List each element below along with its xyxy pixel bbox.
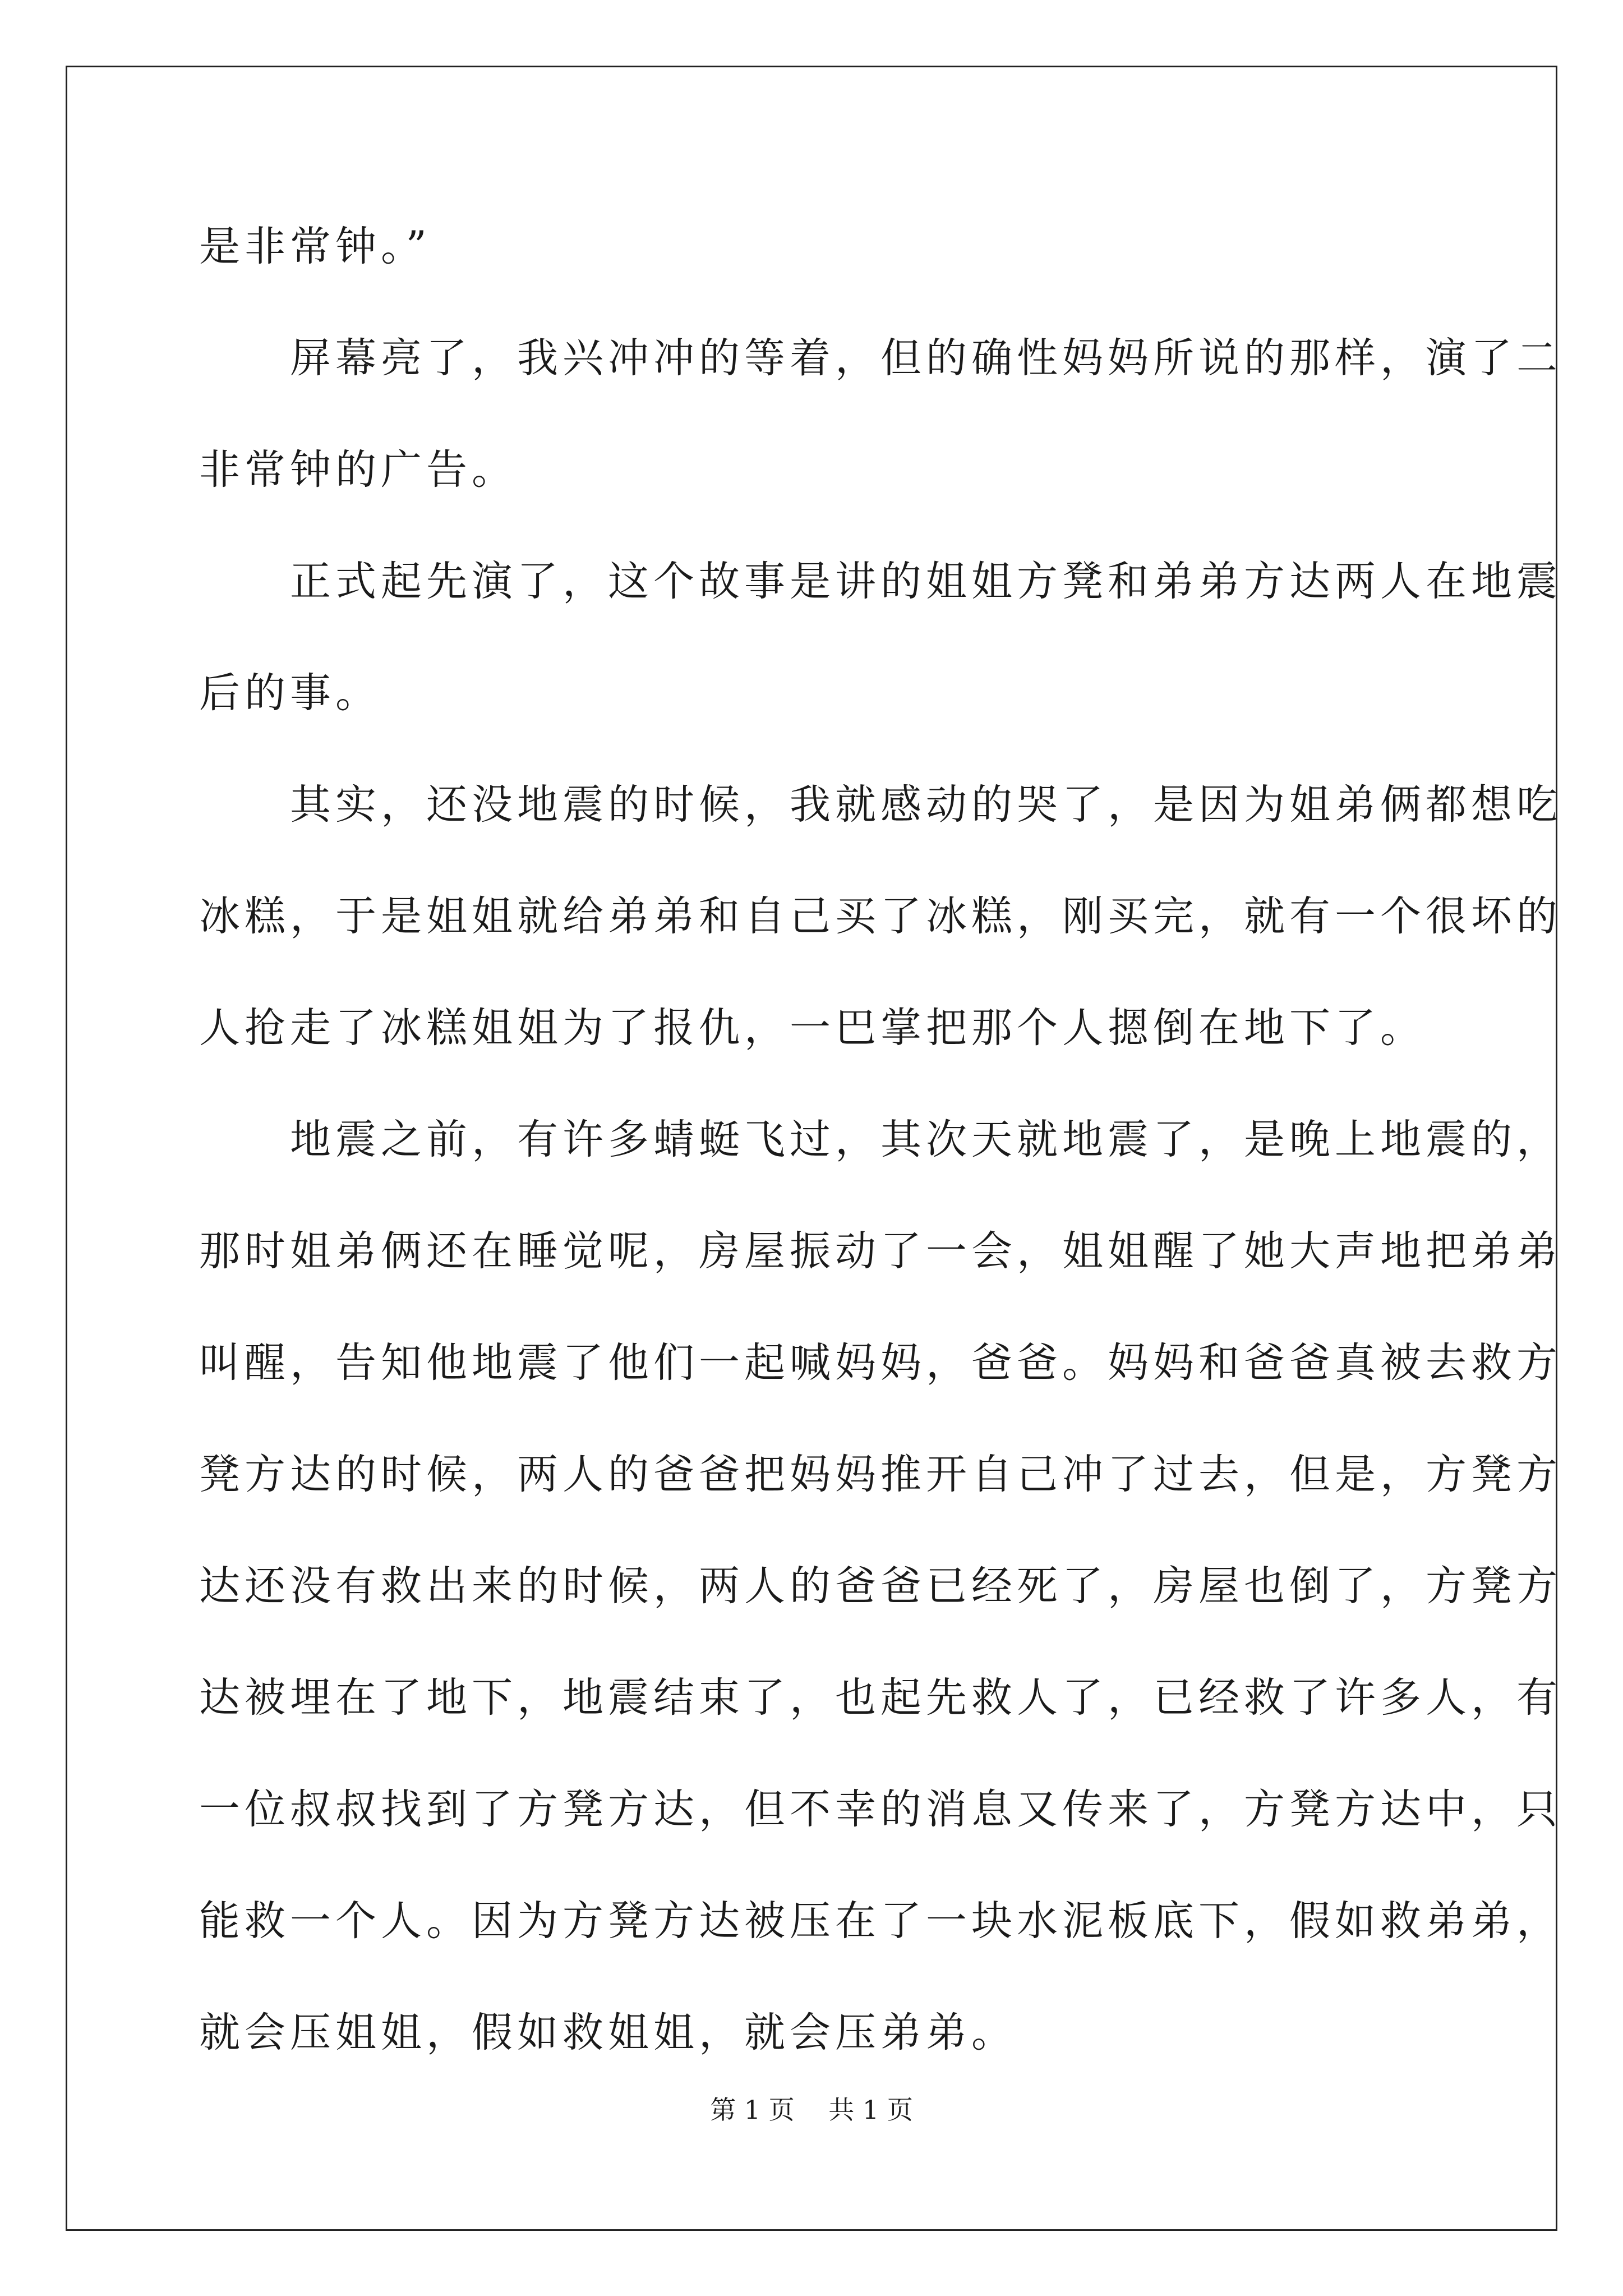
text-line: 凳方达的时候，两人的爸爸把妈妈推开自己冲了过去，但是，方凳方 <box>199 1451 1562 1498</box>
text-line: 冰糕，于是姐姐就给弟弟和自己买了冰糕，刚买完，就有一个很坏的 <box>199 892 1562 940</box>
text-line: 后的事。 <box>199 669 381 717</box>
page-footer <box>0 2097 1623 2123</box>
text-line: 正式起先演了，这个故事是讲的姐姐方凳和弟弟方达两人在地震 <box>199 558 1562 605</box>
text-line: 能救一个人。因为方凳方达被压在了一块水泥板底下，假如救弟弟， <box>199 1897 1562 1945</box>
text-line: 是非常钟。” <box>199 223 431 270</box>
text-line: 就会压姐姐，假如救姐姐，就会压弟弟。 <box>199 2009 1017 2056</box>
text-line: 达还没有救出来的时候，两人的爸爸已经死了，房屋也倒了，方凳方 <box>199 1562 1562 1610</box>
text-line: 达被埋在了地下，地震结束了，也起先救人了，已经救了许多人，有 <box>199 1674 1562 1722</box>
text-line: 其实，还没地震的时候，我就感动的哭了，是因为姐弟俩都想吃 <box>199 781 1562 829</box>
text-line: 一位叔叔找到了方凳方达，但不幸的消息又传来了，方凳方达中，只 <box>199 1786 1562 1833</box>
text-line: 人抢走了冰糕姐姐为了报仇，一巴掌把那个人摁倒在地下了。 <box>199 1004 1426 1052</box>
text-line: 地震之前，有许多蜻蜓飞过，其次天就地震了，是晚上地震的， <box>199 1116 1562 1163</box>
page-number: 第 1 页 共 1 页 <box>710 2095 913 2125</box>
text-line: 叫醒，告知他地震了他们一起喊妈妈，爸爸。妈妈和爸爸真被去救方 <box>199 1339 1562 1387</box>
text-line: 那时姐弟俩还在睡觉呢，房屋振动了一会，姐姐醒了她大声地把弟弟 <box>199 1227 1562 1275</box>
text-line: 非常钟的广告。 <box>199 446 517 494</box>
text-line: 屏幕亮了，我兴冲冲的等着，但的确性妈妈所说的那样，演了二 <box>199 334 1562 382</box>
